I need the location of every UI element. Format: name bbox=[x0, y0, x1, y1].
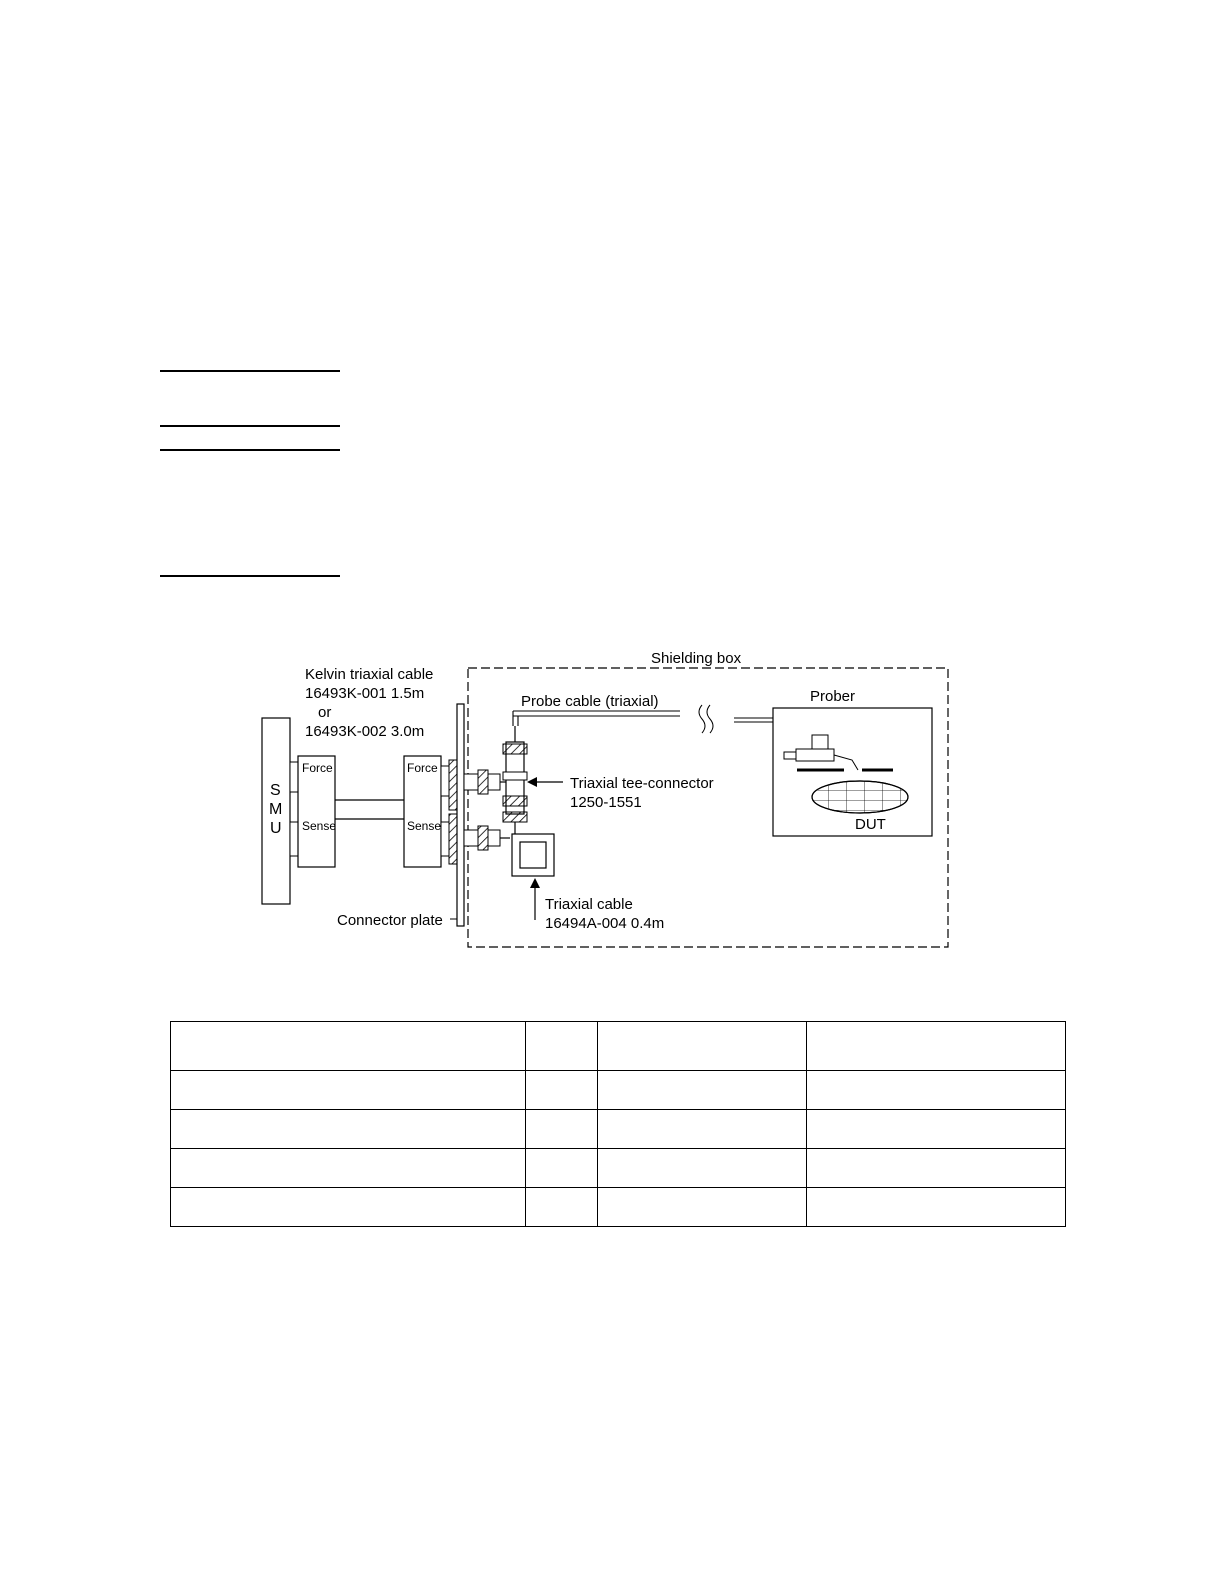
table-header-row bbox=[171, 1022, 1066, 1071]
triaxial-cable-part: 16494A-004 0.4m bbox=[545, 915, 665, 932]
table-cell bbox=[598, 1149, 807, 1188]
smu-letter-s: S bbox=[270, 782, 281, 799]
smu-letter-m: M bbox=[269, 801, 283, 818]
dut-label: DUT bbox=[855, 816, 886, 833]
kelvin-cable-part-2: 16493K-002 3.0m bbox=[305, 723, 425, 740]
kelvin-connector-left bbox=[298, 756, 336, 867]
force-label-right: Force bbox=[407, 761, 438, 775]
shielding-box-label: Shielding box bbox=[651, 650, 742, 667]
specification-table bbox=[170, 1021, 1066, 1227]
connector-plate bbox=[441, 704, 464, 926]
sense-label-right: Sense bbox=[407, 819, 442, 833]
table-cell bbox=[526, 1071, 598, 1110]
table-cell bbox=[598, 1071, 807, 1110]
kelvin-cable-title: Kelvin triaxial cable bbox=[305, 666, 434, 683]
kelvin-cable-part-1: 16493K-001 1.5m bbox=[305, 685, 425, 702]
triaxial-cable-arrowhead bbox=[530, 878, 540, 888]
tee-connector-part: 1250-1551 bbox=[570, 794, 642, 811]
smu-unit bbox=[262, 718, 298, 904]
triaxial-cable-loop bbox=[512, 834, 554, 876]
feedthrough-connector-upper bbox=[464, 770, 506, 794]
table-cell bbox=[807, 1110, 1066, 1149]
table-cell bbox=[598, 1110, 807, 1149]
table-cell bbox=[526, 1149, 598, 1188]
table-cell bbox=[171, 1071, 526, 1110]
force-label-left: Force bbox=[302, 761, 333, 775]
table-cell bbox=[171, 1110, 526, 1149]
prober-label: Prober bbox=[810, 688, 856, 705]
table-cell bbox=[526, 1110, 598, 1149]
table-cell bbox=[807, 1149, 1066, 1188]
table-cell bbox=[598, 1188, 807, 1227]
kelvin-connector-right bbox=[404, 756, 441, 867]
table-row bbox=[171, 1110, 1066, 1149]
feedthrough-connector-lower bbox=[464, 826, 510, 850]
table-cell bbox=[171, 1022, 526, 1071]
table-cell bbox=[526, 1022, 598, 1071]
table-cell bbox=[171, 1188, 526, 1227]
prober-box bbox=[773, 708, 932, 836]
probe-cable-label: Probe cable (triaxial) bbox=[521, 693, 659, 710]
table-cell bbox=[807, 1071, 1066, 1110]
table-cell bbox=[598, 1022, 807, 1071]
table-cell bbox=[526, 1188, 598, 1227]
table-row bbox=[171, 1149, 1066, 1188]
sense-label-left: Sense bbox=[302, 819, 337, 833]
tee-connector-title: Triaxial tee-connector bbox=[570, 775, 714, 792]
table-row bbox=[171, 1071, 1066, 1110]
dut-wafer bbox=[812, 781, 908, 813]
smu-letter-u: U bbox=[270, 820, 282, 837]
table-cell bbox=[807, 1022, 1066, 1071]
triaxial-cable-title: Triaxial cable bbox=[545, 896, 633, 913]
triaxial-tee-connector bbox=[503, 726, 527, 836]
table-cell bbox=[171, 1149, 526, 1188]
table-cell bbox=[807, 1188, 1066, 1227]
kelvin-cable-or: or bbox=[318, 704, 332, 721]
connector-plate-label: Connector plate bbox=[337, 912, 443, 929]
tee-connector-arrowhead bbox=[527, 777, 537, 787]
table-row bbox=[171, 1188, 1066, 1227]
